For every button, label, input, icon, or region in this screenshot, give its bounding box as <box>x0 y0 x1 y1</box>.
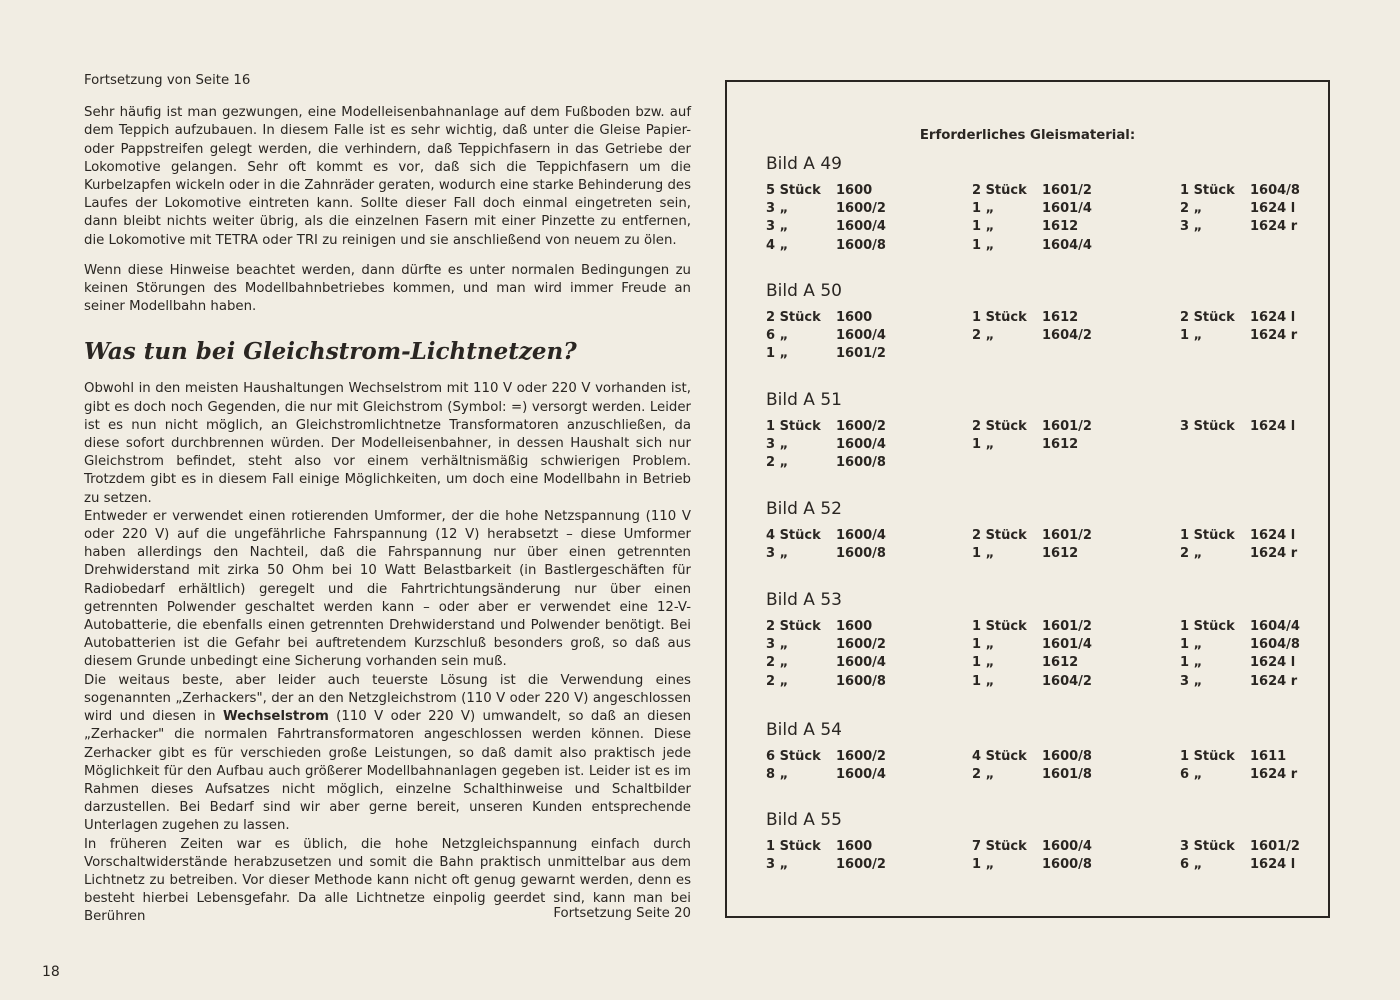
material-row <box>1180 309 1297 327</box>
quantity: 2 „ <box>972 767 995 783</box>
material-column <box>766 418 886 473</box>
quantity: 2 Stück <box>1180 310 1235 325</box>
figure-block <box>766 590 1306 698</box>
part-number: 1600 <box>836 183 873 198</box>
quantity: 7 Stück <box>972 839 1027 854</box>
material-row <box>766 838 886 856</box>
part-number: 1604/2 <box>1042 328 1092 344</box>
material-column <box>766 838 886 874</box>
material-row <box>766 200 886 218</box>
part-number: 1600/8 <box>1042 857 1092 873</box>
continued-from-note: Fortsetzung von Seite 16 <box>84 73 251 88</box>
part-number: 1600/8 <box>836 237 886 253</box>
part-number: 1600/4 <box>836 328 886 344</box>
part-number: 1600/4 <box>836 528 886 543</box>
part-number: 1624 r <box>1250 328 1298 344</box>
material-row <box>766 545 886 563</box>
material-row <box>1180 418 1295 436</box>
figure-block <box>766 810 1306 918</box>
material-row <box>766 673 886 691</box>
part-number: 1624 l <box>1250 310 1296 325</box>
quantity: 5 Stück <box>766 183 821 198</box>
part-number: 1600/2 <box>836 857 886 873</box>
material-columns <box>766 309 1306 389</box>
material-row <box>766 436 886 454</box>
quantity: 3 „ <box>1180 219 1203 235</box>
part-number: 1600/8 <box>836 455 886 471</box>
material-row <box>766 856 886 874</box>
material-row <box>1180 856 1300 874</box>
part-number: 1600/8 <box>836 546 886 562</box>
material-columns <box>766 182 1306 262</box>
material-columns <box>766 618 1306 698</box>
part-number: 1600 <box>836 619 873 634</box>
quantity: 3 „ <box>766 546 789 562</box>
figure-title: Bild A 55 <box>766 810 842 830</box>
chopper-bold-term: Wechselstrom <box>222 709 329 725</box>
part-number: 1612 <box>1042 546 1079 562</box>
quantity: 1 „ <box>1180 328 1203 344</box>
material-row <box>766 418 886 436</box>
material-column <box>972 618 1092 691</box>
quantity: 2 Stück <box>766 310 821 325</box>
quantity: 6 Stück <box>766 749 821 764</box>
material-row <box>766 748 886 766</box>
page-number: 18 <box>42 964 60 980</box>
part-number: 1600/4 <box>1042 839 1092 854</box>
material-row <box>766 527 886 545</box>
material-row <box>972 182 1092 200</box>
material-column <box>972 838 1092 874</box>
part-number: 1600/2 <box>836 201 886 217</box>
material-row <box>1180 654 1300 672</box>
material-row <box>972 618 1092 636</box>
material-row <box>1180 636 1300 654</box>
material-row <box>972 527 1092 545</box>
figure-title: Bild A 52 <box>766 499 842 519</box>
material-row <box>972 327 1092 345</box>
figure-block <box>766 390 1306 498</box>
material-columns <box>766 418 1306 498</box>
part-number: 1624 l <box>1250 201 1296 217</box>
figure-title: Bild A 53 <box>766 590 842 610</box>
part-number: 1600/2 <box>836 637 886 653</box>
part-number: 1624 l <box>1250 419 1296 434</box>
part-number: 1601/4 <box>1042 637 1092 653</box>
quantity: 1 Stück <box>1180 749 1235 764</box>
chopper-text-b: (110 V oder 220 V) umwandelt, so daß an diesen „Zerhacker" die normalen Fahrtransformatoren angeschlossen werden können. Diese Zerhacker gibt es für verschieden große Leistungen, so daß damit also praktisch jede Möglichkeit für den Aufbau auch größerer Modellbahnanlagen gegeben ist. Leider ist es im Rahmen dieses Aufsatzes nicht möglich, einzelne Schalthinweise und Schaltbilder darzustellen. Bei Bedarf sind wir aber gerne bereit, unseren Kunden entsprechende Unterlagen zugehen zu lassen. <box>84 709 692 834</box>
material-row <box>972 748 1092 766</box>
quantity: 1 Stück <box>1180 528 1235 543</box>
material-row <box>766 636 886 654</box>
material-column <box>972 527 1092 563</box>
material-row <box>1180 748 1297 766</box>
part-number: 1624 r <box>1250 219 1298 235</box>
paragraph-converter: Entweder er verwendet einen rotierenden Umformer, der die hohe Netzspannung (110 V oder 220 V) auf die ungefährliche Fahrspannung (12 V) herabsetzt – diese Umformer haben allerdings den Nachteil, daß die Fahrspannung nur über einen getrennten Drehwiderstand mit zirka 50 Ohm bei 10 Watt Belastbarkeit (in Bastlergeschäften für Radiobedarf erhältlich) geregelt und die Fahrtrichtungsänderung nur über einen getrennten Polwender geschaltet werden kann – oder aber er verwendet eine 12-V-Autobatterie, die ebenfalls einen getrennten Drehwiderstand und Polwender benötigt. Bei Autobatterien ist die Gefahr bei auftretendem Kurzschluß besonders groß, so daß aus diesem Grunde unbedingt eine Sicherung vorhanden sein muß. <box>84 508 691 670</box>
material-column <box>972 418 1092 454</box>
quantity: 3 „ <box>766 219 789 235</box>
part-number: 1612 <box>1042 219 1079 235</box>
quantity: 4 Stück <box>766 528 821 543</box>
part-number: 1624 l <box>1250 528 1296 543</box>
continued-to-note: Fortsetzung Seite 20 <box>553 906 691 921</box>
material-row <box>766 766 886 784</box>
part-number: 1612 <box>1042 655 1079 671</box>
paragraph-carpet: Sehr häufig ist man gezwungen, eine Modelleisenbahnanlage auf dem Fußboden bzw. auf dem Teppich aufzubauen. In diesem Falle ist es sehr wichtig, daß unter die Gleise Papier- oder Pappstreifen gelegt werden, die verhindern, daß Teppichfasern in das Getriebe der Lokomotive gelangen. Sehr oft kommt es vor, daß sich die Teppichfasern um die Kurbelzapfen wickeln oder in die Zahnräder geraten, wodurch eine starke Behinderung des Laufes der Lokomotive eintreten kann. Sollte dieser Fall doch einmal eingetreten sein, dann bleibt nichts weiter übrig, als die einzelnen Fasern mit einer Pinzette zu entfernen, die Lokomotive mit TETRA oder TRI zu reinigen und sie anschließend von neuem zu ölen. <box>84 105 692 248</box>
material-row <box>766 237 886 255</box>
quantity: 3 „ <box>766 201 789 217</box>
material-row <box>972 636 1092 654</box>
part-number: 1601/8 <box>1042 767 1092 783</box>
part-number: 1600/8 <box>836 673 886 689</box>
section-heading: Was tun bei Gleichstrom-Lichtnetzen? <box>84 338 577 366</box>
part-number: 1601/2 <box>1042 183 1092 198</box>
material-column <box>1180 748 1297 784</box>
part-number: 1604/2 <box>1042 673 1092 689</box>
material-column <box>766 527 886 563</box>
part-number: 1604/8 <box>1250 637 1300 653</box>
material-column <box>766 309 886 364</box>
quantity: 1 „ <box>1180 655 1203 671</box>
quantity: 6 „ <box>766 328 789 344</box>
chopper-text-a: Die weitaus beste, aber leider auch teuerste Lösung ist die Verwendung eines sogenannten „Zerhackers", der an den Netzgleichstrom (110 V oder 220 V) angeschlossen wird und diesen in <box>84 672 691 725</box>
material-row <box>1180 673 1300 691</box>
material-row <box>766 327 886 345</box>
part-number: 1600 <box>836 310 873 325</box>
quantity: 3 „ <box>1180 673 1203 689</box>
material-row <box>1180 618 1300 636</box>
quantity: 3 Stück <box>1180 419 1235 434</box>
paragraph-warning: In früheren Zeiten war es üblich, die hohe Netzgleichspannung einfach durch Vorschaltwiderstände herabzusetzen und somit die Bahn praktisch unmittelbar aus dem Lichtnetz zu betreiben. Vor dieser Methode kann nicht oft genug gewarnt werden, denn es besteht hierbei Lebensgefahr. Da alle Lichtnetze einpolig geerdet sind, kann man bei Berühren <box>84 836 691 925</box>
quantity: 2 „ <box>766 455 789 471</box>
paragraph-hints: Wenn diese Hinweise beachtet werden, dann dürfte es unter normalen Bedingungen zu keinen Störungen des Modellbahnbetriebes kommen, und man wird immer Freude an seiner Modellbahn haben. <box>84 262 691 315</box>
quantity: 1 Stück <box>766 839 821 854</box>
material-row <box>972 436 1092 454</box>
material-row <box>972 766 1092 784</box>
quantity: 2 „ <box>766 673 789 689</box>
figure-title: Bild A 49 <box>766 154 842 174</box>
quantity: 1 „ <box>972 655 995 671</box>
quantity: 2 Stück <box>972 419 1027 434</box>
material-row <box>972 545 1092 563</box>
material-row <box>972 856 1092 874</box>
quantity: 1 „ <box>972 237 995 253</box>
quantity: 1 Stück <box>766 419 821 434</box>
quantity: 1 „ <box>766 346 789 362</box>
figure-block <box>766 154 1306 262</box>
part-number: 1601/4 <box>1042 201 1092 217</box>
part-number: 1611 <box>1250 749 1287 764</box>
part-number: 1612 <box>1042 310 1079 325</box>
part-number: 1612 <box>1042 437 1079 453</box>
material-column <box>972 309 1092 345</box>
material-row <box>1180 766 1297 784</box>
quantity: 2 Stück <box>972 183 1027 198</box>
part-number: 1624 r <box>1250 673 1298 689</box>
part-number: 1600/4 <box>836 219 886 235</box>
quantity: 1 „ <box>1180 637 1203 653</box>
article-column <box>84 72 691 927</box>
quantity: 3 „ <box>766 857 789 873</box>
material-row <box>766 182 886 200</box>
part-number: 1624 r <box>1250 767 1298 783</box>
quantity: 6 „ <box>1180 767 1203 783</box>
material-row <box>972 418 1092 436</box>
figure-title: Bild A 51 <box>766 390 842 410</box>
quantity: 1 „ <box>972 673 995 689</box>
part-number: 1600/2 <box>836 749 886 764</box>
part-number: 1604/8 <box>1250 183 1300 198</box>
material-row <box>766 654 886 672</box>
part-number: 1624 l <box>1250 857 1296 873</box>
quantity: 3 Stück <box>1180 839 1235 854</box>
part-number: 1601/2 <box>1042 528 1092 543</box>
part-number: 1601/2 <box>836 346 886 362</box>
material-row <box>972 309 1092 327</box>
quantity: 4 Stück <box>972 749 1027 764</box>
quantity: 1 „ <box>972 201 995 217</box>
quantity: 1 „ <box>972 219 995 235</box>
quantity: 1 Stück <box>972 619 1027 634</box>
part-number: 1604/4 <box>1042 237 1092 253</box>
material-row <box>766 345 886 363</box>
material-row <box>766 618 886 636</box>
material-column <box>766 748 886 784</box>
material-column <box>1180 418 1295 436</box>
material-row <box>766 454 886 472</box>
part-number: 1624 l <box>1250 655 1296 671</box>
figure-block <box>766 281 1306 389</box>
part-number: 1600/8 <box>1042 749 1092 764</box>
quantity: 3 „ <box>766 637 789 653</box>
material-row <box>1180 200 1300 218</box>
material-row <box>972 218 1092 236</box>
part-number: 1601/2 <box>1042 419 1092 434</box>
material-columns <box>766 838 1306 918</box>
quantity: 2 „ <box>1180 546 1203 562</box>
paragraph-dc-intro: Obwohl in den meisten Haushaltungen Wechselstrom mit 110 V oder 220 V vorhanden ist, gibt es doch noch Gegenden, die nur mit Gleichstrom (Symbol: =) versorgt werden. Leider ist es nun nicht möglich, an Gleichstromlichtnetze Transformatoren anzuschließen, da diese sofort durchbrennen würden. Der Modelleisenbahner, in dessen Haushalt sich nur Gleichstrom befindet, steht also vor einem verhältnismäßig schwierigen Problem. Trotzdem gibt es in diesem Fall einige Möglichkeiten, um doch eine Modellbahn in Betrieb zu setzen. <box>84 381 691 506</box>
quantity: 1 „ <box>972 857 995 873</box>
quantity: 2 Stück <box>766 619 821 634</box>
material-row <box>1180 545 1297 563</box>
material-row <box>972 838 1092 856</box>
material-row <box>972 654 1092 672</box>
part-number: 1601/2 <box>1250 839 1300 854</box>
material-row <box>972 200 1092 218</box>
quantity: 2 Stück <box>972 528 1027 543</box>
material-column <box>1180 309 1297 345</box>
material-column <box>1180 838 1300 874</box>
material-column <box>766 618 886 691</box>
quantity: 4 „ <box>766 237 789 253</box>
material-row <box>972 673 1092 691</box>
part-number: 1600 <box>836 839 873 854</box>
material-column <box>1180 527 1297 563</box>
part-number: 1600/4 <box>836 437 886 453</box>
material-row <box>1180 527 1297 545</box>
material-column <box>1180 618 1300 691</box>
material-column <box>1180 182 1300 237</box>
quantity: 1 „ <box>972 546 995 562</box>
material-row <box>1180 327 1297 345</box>
part-number: 1601/2 <box>1042 619 1092 634</box>
material-row <box>1180 182 1300 200</box>
part-number: 1600/4 <box>836 767 886 783</box>
part-number: 1600/4 <box>836 655 886 671</box>
figure-title: Bild A 50 <box>766 281 842 301</box>
material-row <box>766 218 886 236</box>
quantity: 2 „ <box>1180 201 1203 217</box>
quantity: 6 „ <box>1180 857 1203 873</box>
box-title: Erforderliches Gleismaterial: <box>919 128 1136 143</box>
track-material-box <box>725 80 1330 918</box>
part-number: 1600/2 <box>836 419 886 434</box>
quantity: 1 „ <box>972 437 995 453</box>
quantity: 1 Stück <box>1180 619 1235 634</box>
material-row <box>766 309 886 327</box>
quantity: 2 „ <box>972 328 995 344</box>
paragraph-chopper <box>84 672 691 836</box>
section-body <box>84 380 691 926</box>
material-row <box>1180 838 1300 856</box>
part-number: 1604/4 <box>1250 619 1300 634</box>
part-number: 1624 r <box>1250 546 1298 562</box>
material-row <box>972 237 1092 255</box>
quantity: 2 „ <box>766 655 789 671</box>
quantity: 3 „ <box>766 437 789 453</box>
material-column <box>766 182 886 255</box>
material-column <box>972 748 1092 784</box>
figure-title: Bild A 54 <box>766 720 842 740</box>
quantity: 1 Stück <box>1180 183 1235 198</box>
quantity: 8 „ <box>766 767 789 783</box>
material-column <box>972 182 1092 255</box>
quantity: 1 Stück <box>972 310 1027 325</box>
material-row <box>1180 218 1300 236</box>
quantity: 1 „ <box>972 637 995 653</box>
